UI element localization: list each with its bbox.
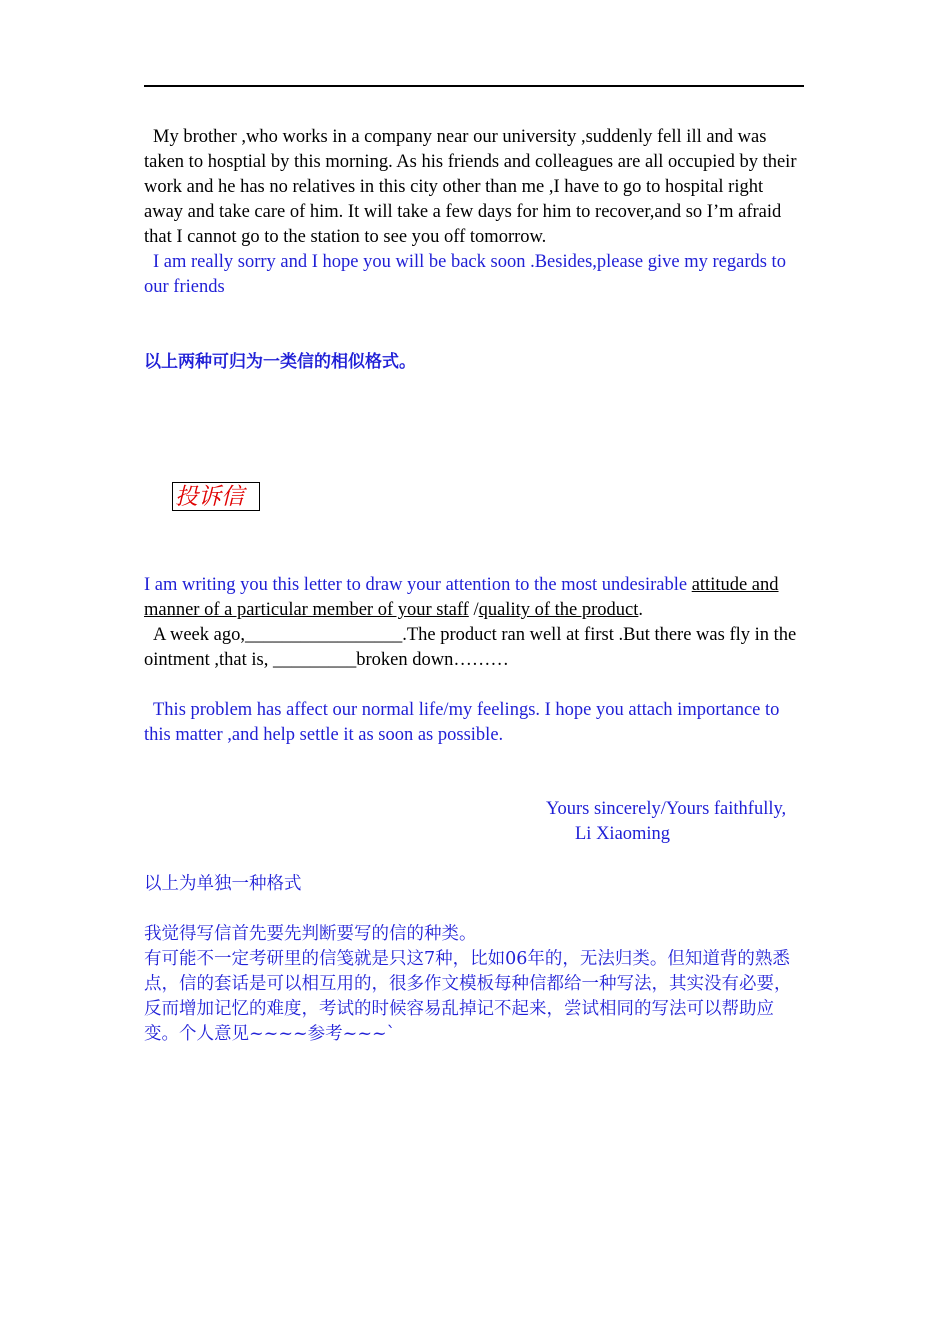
complaint-title: 投诉信: [175, 484, 244, 510]
letter1-closing-text: I am really sorry and I hope you will be back soon .Besides,please give my regards to our friends: [144, 252, 786, 297]
note-single-format: 以上为单独一种格式: [144, 874, 302, 894]
advice-paragraph: 有可能不一定考研里的信笺就是只这7种，比如06年的，无法归类。但知道背的熟悉点，信的套话是可以相互用的，很多作文模板每种信都给一种写法，其实没有必要，反而增加记忆的难度，考试的时候容易乱掉记不起来，尝试相同的写法可以帮助应变。个人意见~~~~参考~~~`: [144, 949, 792, 1044]
letter1-closing: [144, 250, 806, 300]
complaint-closing: [144, 698, 806, 748]
complaint-intro: [144, 573, 806, 623]
complaint-intro-prefix: I am writing you this letter to draw your attention to the most undesirable: [144, 575, 692, 595]
complaint-body: [144, 623, 806, 673]
complaint-intro-underlined-1: attitude and manner of a particular member of your staff: [144, 575, 779, 620]
complaint-intro-separator: /: [468, 600, 479, 620]
complaint-title-box: [172, 482, 260, 511]
complaint-signoff: Yours sincerely/Yours faithfully,: [546, 799, 787, 819]
advice-line1: 我觉得写信首先要先判断要写的信的种类。: [144, 924, 477, 944]
letter1-body: [144, 125, 806, 250]
complaint-intro-suffix: .: [638, 600, 643, 620]
complaint-signature: Li Xiaoming: [575, 824, 671, 844]
complaint-intro-underlined-2: quality of the product: [478, 600, 639, 620]
complaint-body-text: A week ago,_________________.The product ran well at first .But there was fly in the ointment ,that is, _________broken down………: [144, 625, 797, 670]
header-rule: [144, 85, 804, 87]
note-similar-format: 以上两种可归为一类信的相似格式。: [144, 352, 416, 372]
complaint-closing-text: This problem has affect our normal life/my feelings. I hope you attach importance to this matter ,and help settle it as soon as possible.: [144, 700, 780, 745]
letter1-body-text: My brother ,who works in a company near our university ,suddenly fell ill and was taken to hosptial by this morning. As his friends and colleagues are all occupied by their work and he has no relatives in this city other than me ,I have to go to hospital right away and take care of him. It will take a few days for him to recover,and so I’m afraid that I cannot go to the station to see you off tomorrow.: [144, 127, 797, 247]
